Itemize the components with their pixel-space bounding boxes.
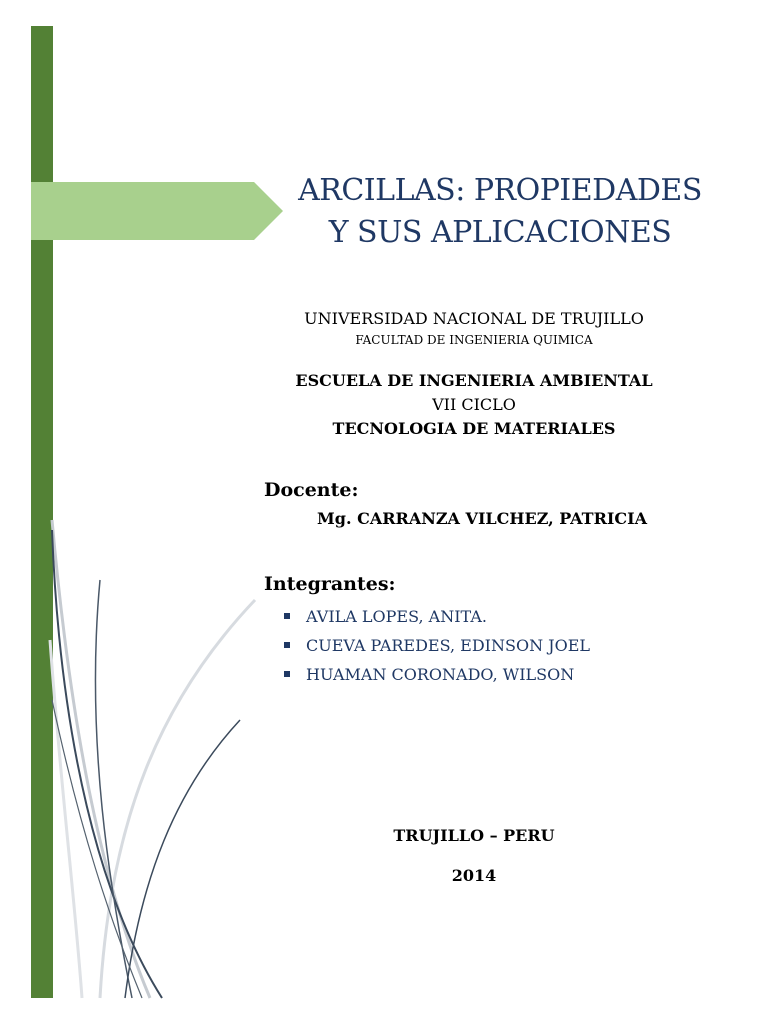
curve-dark-3 [125,720,240,998]
member-name: CUEVA PAREDES, EDINSON JOEL [306,636,590,655]
title-ribbon [31,182,283,240]
list-item [284,660,590,689]
member-name: AVILA LOPES, ANITA. [306,607,487,626]
curve-gray-2 [100,600,255,998]
members-heading: Integrantes: [264,573,396,595]
faculty-name: FACULTAD DE INGENIERIA QUIMICA [355,333,593,347]
location: TRUJILLO – PERU [393,826,555,845]
title-line-1: ARCILLAS: PROPIEDADES [298,173,702,208]
document-title [290,170,710,254]
list-item [284,631,590,660]
list-item [284,602,590,631]
curve-gray-1 [52,520,150,998]
course-name: TECNOLOGIA DE MATERIALES [332,419,616,438]
square-bullet-icon [284,613,290,619]
member-name: HUAMAN CORONADO, WILSON [306,665,575,684]
members-list [284,602,590,689]
square-bullet-icon [284,642,290,648]
university-name: UNIVERSIDAD NACIONAL DE TRUJILLO [304,309,644,328]
square-bullet-icon [284,671,290,677]
cycle-label: VII CICLO [432,395,516,414]
school-name: ESCUELA DE INGENIERIA AMBIENTAL [295,371,653,390]
teacher-heading: Docente: [264,479,359,501]
year: 2014 [451,866,497,885]
teacher-name: Mg. CARRANZA VILCHEZ, PATRICIA [317,509,647,528]
title-line-2: Y SUS APLICACIONES [328,215,672,250]
